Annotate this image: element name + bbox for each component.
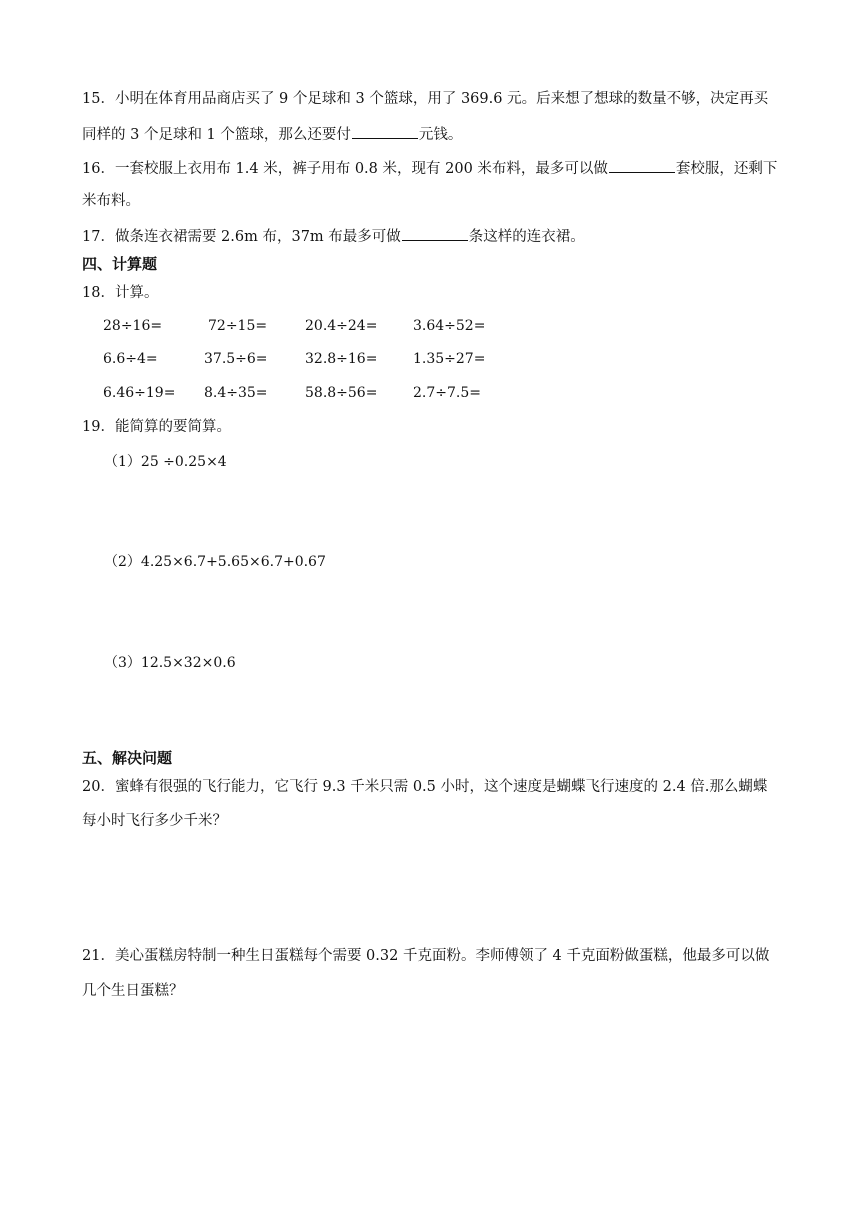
q15-line2 [82,124,812,145]
calc-item: 20.4÷24= [305,318,378,334]
calc-item: 2.7÷7.5= [413,385,481,401]
q21-line2: 几个生日蛋糕？ [82,983,184,999]
q18-prompt: 18．计算。 [82,285,159,301]
q20-line2: 每小时飞行多少千米？ [82,813,227,829]
q19-item-3: （3）12.5×32×0.6 [104,655,236,671]
section5-title: 五、解决问题 [82,749,173,767]
q15-answer-blank[interactable] [352,124,418,139]
q17-line [82,226,812,247]
q15-text-b: 元钱。 [418,127,463,143]
calc-item: 32.8÷16= [305,351,378,367]
q16-line2: 米布料。 [82,193,140,209]
calc-item: 3.64÷52= [413,318,486,334]
q17-answer-blank[interactable] [402,226,468,241]
q16-text-b: 套校服，还剩下 [675,161,778,177]
q16-text-a: 16．一套校服上衣用布 1.4 米，裤子用布 0.8 米，现有 200 米布料，最多可以做 [82,161,608,177]
q16-answer-blank[interactable] [609,158,675,173]
q19-item-1: （1）25 ÷0.25×4 [104,454,227,470]
q15-line1: 15．小明在体育用品商店买了 9 个足球和 3 个篮球，用了 369.6 元。后来想了想球的数量不够，决定再买 [82,91,769,107]
calc-item: 8.4÷35= [204,385,268,401]
calc-item: 6.46÷19= [103,385,176,401]
q17-text-b: 条这样的连衣裙。 [468,229,585,245]
q20-line1: 20．蜜蜂有很强的飞行能力，它飞行 9.3 千米只需 0.5 小时，这个速度是蝴蝶飞行速度的 2.4 倍.那么蝴蝶 [82,779,768,795]
q19-prompt: 19．能简算的要简算。 [82,419,231,435]
calc-item: 37.5÷6= [204,351,268,367]
calc-item: 1.35÷27= [413,351,486,367]
q17-text-a: 17．做条连衣裙需要 2.6m 布，37m 布最多可做 [82,229,401,245]
q15-text-a: 同样的 3 个足球和 1 个篮球，那么还要付 [82,127,351,143]
calc-item: 72÷15= [208,318,268,334]
calc-item: 28÷16= [103,318,163,334]
section4-title: 四、计算题 [82,255,158,273]
q16-line1 [82,158,812,179]
q21-line1: 21．美心蛋糕房特制一种生日蛋糕每个需要 0.32 千克面粉。李师傅领了 4 千克面粉做蛋糕，他最多可以做 [82,948,770,964]
calc-item: 6.6÷4= [103,351,158,367]
q19-item-2: （2）4.25×6.7+5.65×6.7+0.67 [104,554,326,570]
calc-item: 58.8÷56= [305,385,378,401]
